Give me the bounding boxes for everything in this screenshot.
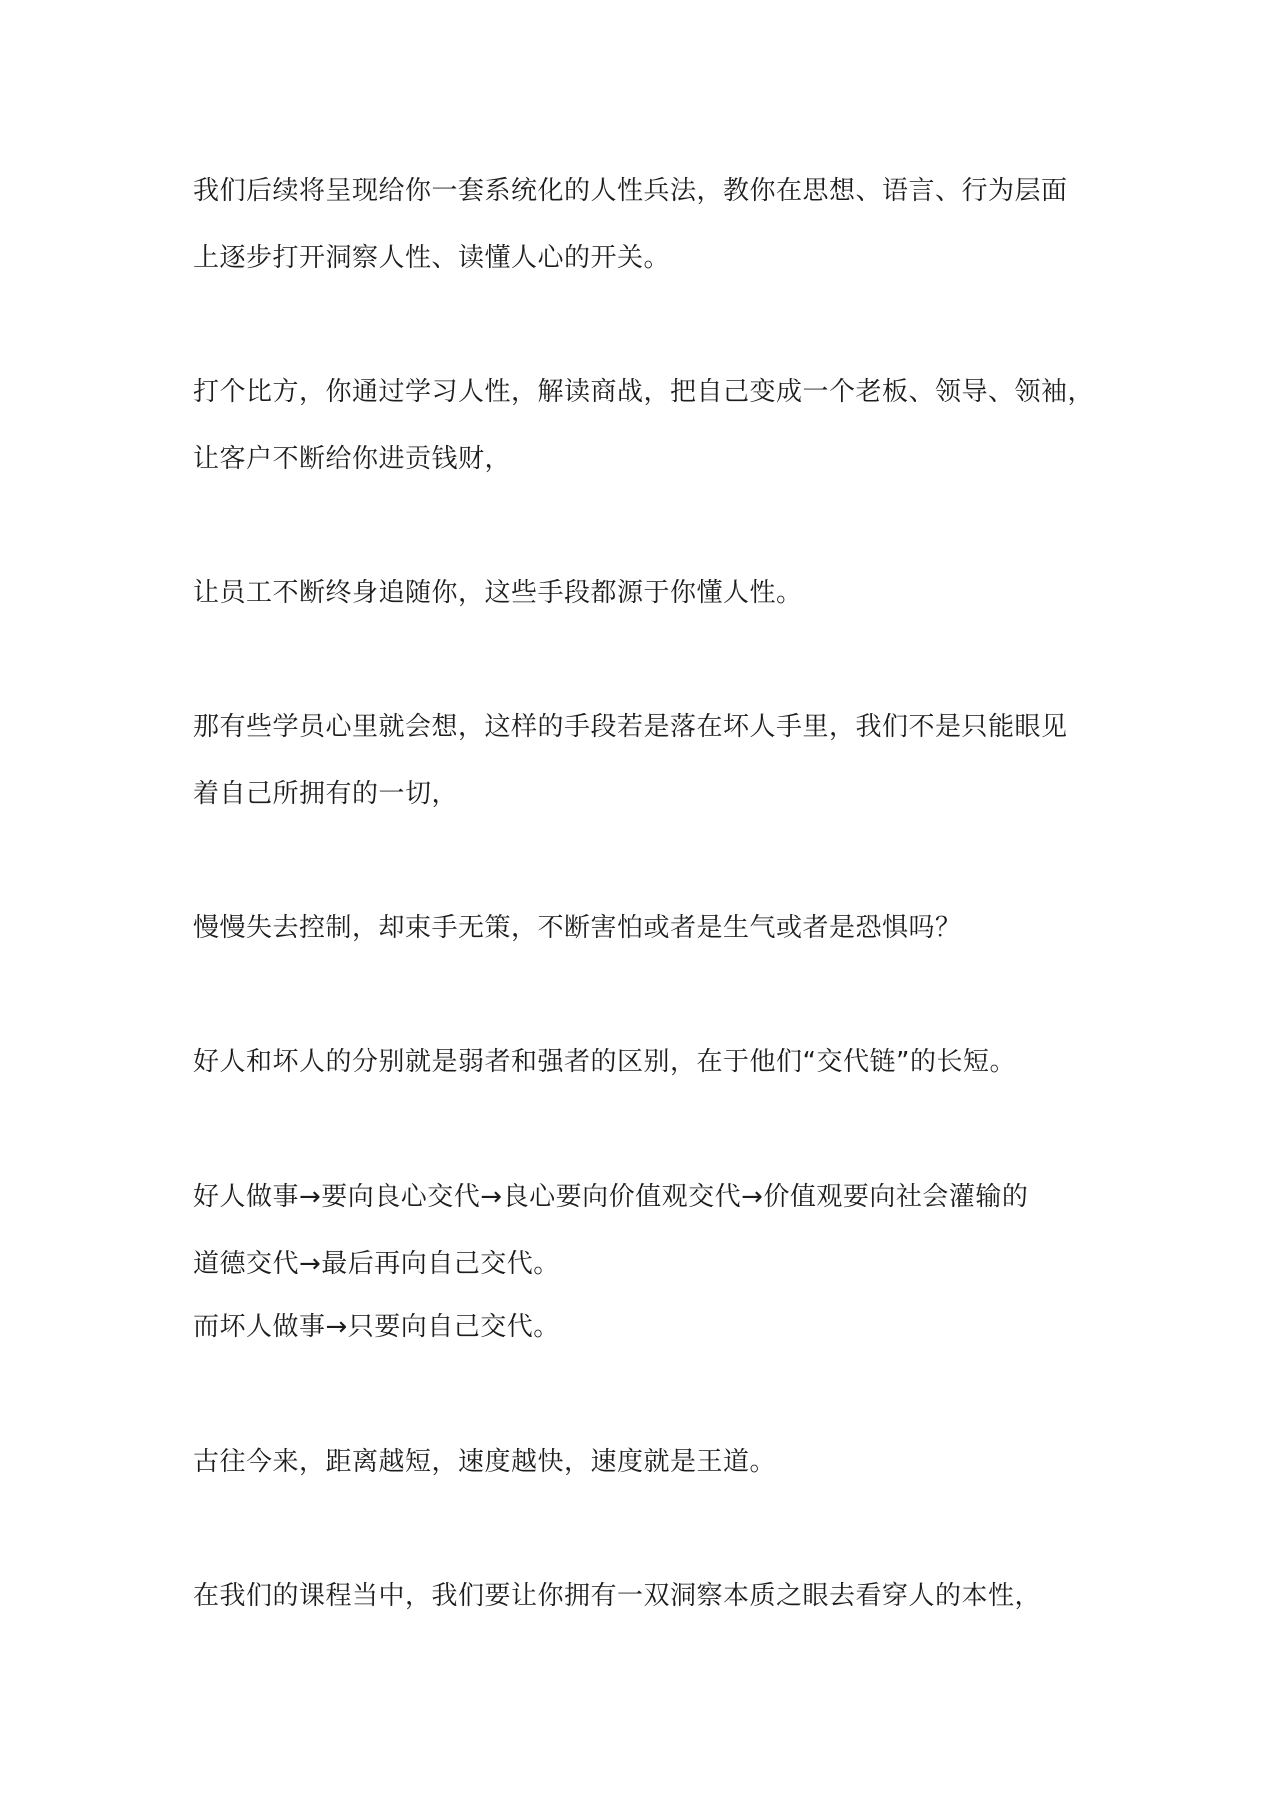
text-line-5: 让员工不断终身追随你，这些手段都源于你懂人性。 [193,578,803,608]
text-line-6: 那有些学员心里就会想，这样的手段若是落在坏人手里，我们不是只能眼见 [193,712,1068,742]
text-line-9: 好人和坏人的分别就是弱者和强者的区别，在于他们“交代链”的长短。 [193,1047,1016,1077]
text-line-8: 慢慢失去控制，却束手无策，不断害怕或者是生气或者是恐惧吗？ [193,913,962,943]
text-line-4: 让客户不断给你进贡钱财， [193,444,512,474]
text-line-3: 打个比方，你通过学习人性，解读商战，把自己变成一个老板、领导、领袖， [193,377,1095,407]
text-line-12: 而坏人做事→只要向自己交代。 [193,1312,560,1342]
text-line-10: 好人做事→要向良心交代→良心要向价值观交代→价值观要向社会灌输的 [193,1182,1029,1212]
text-line-11: 道德交代→最后再向自己交代。 [193,1249,560,1279]
text-line-7: 着自己所拥有的一切， [193,779,459,809]
text-line-13: 古往今来，距离越短，速度越快，速度就是王道。 [193,1447,777,1477]
text-line-2: 上逐步打开洞察人性、读懂人心的开关。 [193,243,671,273]
text-line-1: 我们后续将呈现给你一套系统化的人性兵法，教你在思想、语言、行为层面 [193,176,1068,206]
text-line-14: 在我们的课程当中，我们要让你拥有一双洞察本质之眼去看穿人的本性， [193,1581,1042,1611]
